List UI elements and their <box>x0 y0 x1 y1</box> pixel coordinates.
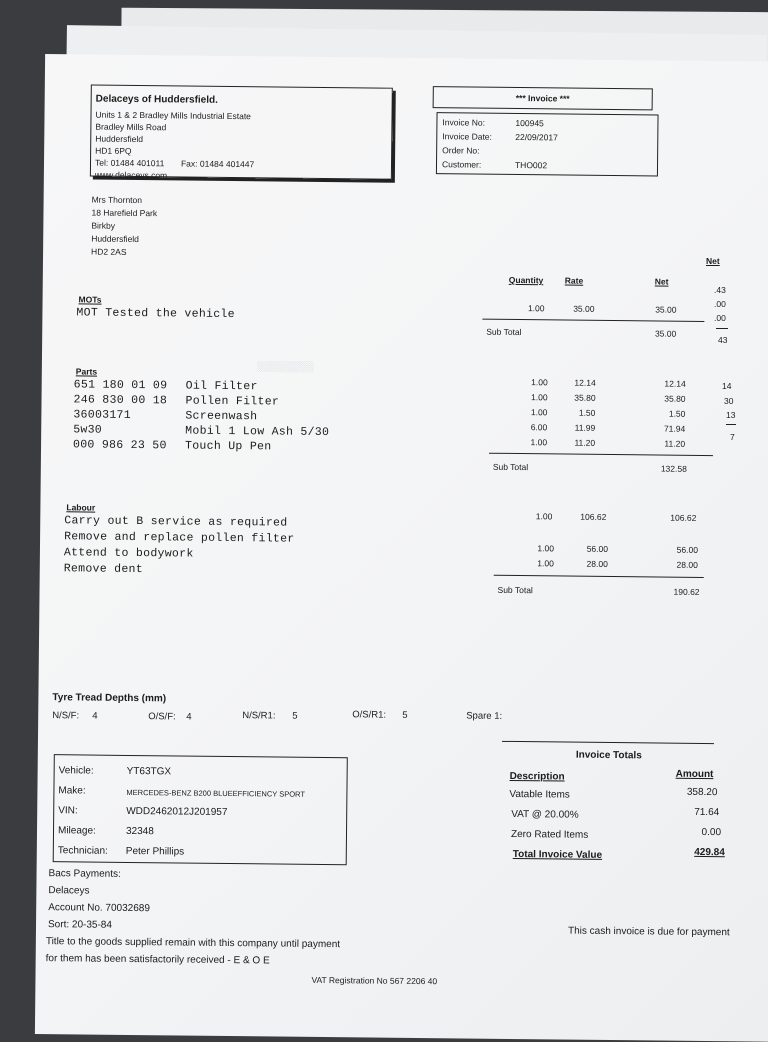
invoice-details-box <box>436 112 659 176</box>
tyre-osr-value: 5 <box>402 709 408 721</box>
labour-rate: 56.00 <box>586 543 609 554</box>
invoice-date-label: Invoice Date: <box>442 131 492 142</box>
vehicle-registration: YT63TGX <box>126 765 172 778</box>
labour-qty: 1.00 <box>537 558 554 569</box>
part-qty: 6.00 <box>530 422 548 433</box>
labour-line: Attend to bodywork <box>63 546 194 561</box>
bacs-line: Sort: 20-35-84 <box>47 919 113 931</box>
edge-value: 7 <box>730 432 735 442</box>
part-rate: 11.99 <box>574 422 596 433</box>
parts-heading: Parts <box>75 366 98 377</box>
cash-invoice-note: This cash invoice is due for payment <box>567 925 730 939</box>
labour-line: Remove dent <box>63 562 144 577</box>
company-address-line: Bradley Mills Road <box>95 121 167 133</box>
vin-label: VIN: <box>58 805 78 817</box>
labour-qty: 1.00 <box>535 511 553 522</box>
invoice-sheet <box>35 54 768 1042</box>
labour-subtotal-label: Sub Total <box>497 584 533 596</box>
edge-value: .43 <box>714 285 726 295</box>
technician-name: Peter Phillips <box>125 845 185 858</box>
totals-row-value: 71.64 <box>694 806 720 819</box>
invoice-title: *** Invoice *** <box>515 92 570 104</box>
mot-line-desc: MOT Tested the vehicle <box>76 306 235 322</box>
labour-line: Remove and replace pollen filter <box>64 530 295 546</box>
company-website: www.delaceys.com <box>94 169 168 181</box>
tyre-osf-value: 4 <box>186 711 192 723</box>
vehicle-box <box>53 754 348 865</box>
invoice-no-label: Invoice No: <box>442 117 486 128</box>
tyre-nsr-label: N/S/R1: <box>242 710 276 722</box>
order-no-label: Order No: <box>442 145 480 156</box>
make-label: Make: <box>58 785 86 797</box>
edge-value: .00 <box>714 313 726 323</box>
part-rate: 12.14 <box>574 377 596 388</box>
total-invoice-value: 429.84 <box>694 846 725 859</box>
totals-row-value: 0.00 <box>701 826 722 839</box>
company-address-line: HD1 6PQ <box>95 145 132 156</box>
edge-net-header: Net <box>706 256 720 266</box>
tyre-spare-label: Spare 1: <box>466 710 503 722</box>
customer-value: THO002 <box>514 159 548 171</box>
totals-title: Invoice Totals <box>575 749 642 762</box>
edge-value: 13 <box>726 410 736 420</box>
labour-line: Carry out B service as required <box>64 514 288 530</box>
invoice-title-box <box>433 86 653 110</box>
part-rate: 1.50 <box>578 407 596 418</box>
labour-rate: 28.00 <box>586 558 608 569</box>
customer-address-line: HD2 2AS <box>91 246 127 257</box>
subtotal-rule <box>489 453 713 456</box>
tyre-nsf-value: 4 <box>92 710 98 722</box>
part-qty: 1.00 <box>530 407 548 418</box>
subtotal-rule <box>482 319 704 322</box>
vehicle-vin: WDD2462012J201957 <box>126 805 228 818</box>
rate-header: Rate <box>564 275 584 286</box>
customer-address-line: 18 Harefield Park <box>91 207 158 219</box>
tyre-osr-label: O/S/R1: <box>352 709 387 721</box>
mots-subtotal-value: 35.00 <box>654 328 677 339</box>
company-fax: Fax: 01484 401447 <box>180 158 255 170</box>
totals-row-value: 358.20 <box>686 786 718 799</box>
part-desc: Mobil 1 Low Ash 5/30 <box>185 424 330 440</box>
mileage-label: Mileage: <box>57 825 96 837</box>
part-code: 246 830 00 18 <box>73 393 168 408</box>
totals-amount-header: Amount <box>675 768 714 781</box>
customer-address-line: Huddersfield <box>91 233 140 245</box>
part-rate: 35.80 <box>574 392 596 403</box>
company-name: Delaceys of Huddersfield. <box>95 93 218 106</box>
labour-subtotal-value: 190.62 <box>673 586 700 597</box>
part-qty: 1.00 <box>530 392 548 403</box>
bacs-line: Account No. 70032689 <box>48 902 151 915</box>
subtotal-rule <box>494 575 704 578</box>
mots-subtotal-label: Sub Total <box>486 326 522 338</box>
part-desc: Screenwash <box>185 409 258 424</box>
labour-net: 56.00 <box>676 544 699 555</box>
quantity-header: Quantity <box>508 274 544 286</box>
totals-rule <box>502 741 714 744</box>
customer-label: Customer: <box>441 159 482 170</box>
part-qty: 1.00 <box>530 437 548 448</box>
company-box <box>90 85 393 180</box>
total-invoice-label: Total Invoice Value <box>512 848 603 861</box>
tyre-nsf-label: N/S/F: <box>52 710 80 722</box>
invoice-no-value: 100945 <box>515 117 544 129</box>
edge-value: 30 <box>724 396 734 406</box>
tyre-nsr-value: 5 <box>292 710 298 722</box>
part-desc: Pollen Filter <box>185 394 280 409</box>
part-net: 35.80 <box>664 393 686 404</box>
labour-rate: 106.62 <box>580 511 607 522</box>
parts-subtotal-value: 132.58 <box>660 463 687 474</box>
net-header: Net <box>654 276 669 287</box>
customer-address-line: Mrs Thornton <box>91 194 143 206</box>
vehicle-mileage: 32348 <box>125 825 154 838</box>
bacs-line: Delaceys <box>48 885 90 897</box>
mots-heading: MOTs <box>78 294 102 305</box>
part-net: 11.20 <box>664 438 686 449</box>
totals-row-label: VAT @ 20.00% <box>511 808 579 821</box>
mot-net: 35.00 <box>655 304 677 315</box>
mot-rate: 35.00 <box>573 303 595 314</box>
labour-net: 28.00 <box>676 559 698 570</box>
company-address-line: Huddersfield <box>95 133 144 145</box>
part-desc: Touch Up Pen <box>184 439 272 454</box>
title-note: for them has been satisfactorily received - E & O E <box>45 953 270 967</box>
bacs-line: Bacs Payments: <box>48 868 121 880</box>
part-code: 5w30 <box>73 423 103 437</box>
totals-row-label: Zero Rated Items <box>510 828 589 841</box>
part-desc: Oil Filter <box>185 379 258 394</box>
part-net: 12.14 <box>664 378 686 389</box>
part-net: 1.50 <box>668 408 686 419</box>
labour-heading: Labour <box>66 502 96 513</box>
edge-rule <box>716 328 728 329</box>
vehicle-make: MERCEDES-BENZ B200 BLUEEFFICIENCY SPORT <box>126 787 305 799</box>
part-code: 36003171 <box>73 408 132 422</box>
part-code: 000 986 23 50 <box>72 438 167 453</box>
invoice-date-value: 22/09/2017 <box>515 131 558 143</box>
technician-label: Technician: <box>57 845 108 857</box>
part-net: 71.94 <box>663 423 686 434</box>
company-address-line: Units 1 & 2 Bradley Mills Industrial Estate <box>95 109 252 122</box>
part-rate: 11.20 <box>574 437 596 448</box>
mot-qty: 1.00 <box>527 303 545 314</box>
vat-registration: VAT Registration No 567 2206 40 <box>311 974 438 987</box>
part-qty: 1.00 <box>531 377 548 388</box>
company-tel: Tel: 01484 401011 <box>94 157 165 169</box>
tyre-osf-label: O/S/F: <box>148 711 176 723</box>
bleed-through: ░░░░░░░░ <box>256 361 314 373</box>
parts-subtotal-label: Sub Total <box>492 461 529 473</box>
totals-description-header: Description <box>509 770 565 783</box>
totals-row-label: Vatable Items <box>509 788 570 801</box>
tyre-heading: Tyre Tread Depths (mm) <box>52 692 167 705</box>
edge-value: 43 <box>718 335 728 345</box>
edge-value: .00 <box>714 299 726 309</box>
customer-address-line: Birkby <box>91 220 116 231</box>
part-code: 651 180 01 09 <box>73 378 168 393</box>
edge-value: 14 <box>722 381 732 391</box>
labour-qty: 1.00 <box>537 543 555 554</box>
title-note: Title to the goods supplied remain with this company until payment <box>45 936 341 951</box>
labour-net: 106.62 <box>670 512 697 523</box>
edge-rule <box>726 424 736 425</box>
vehicle-label: Vehicle: <box>58 765 94 777</box>
